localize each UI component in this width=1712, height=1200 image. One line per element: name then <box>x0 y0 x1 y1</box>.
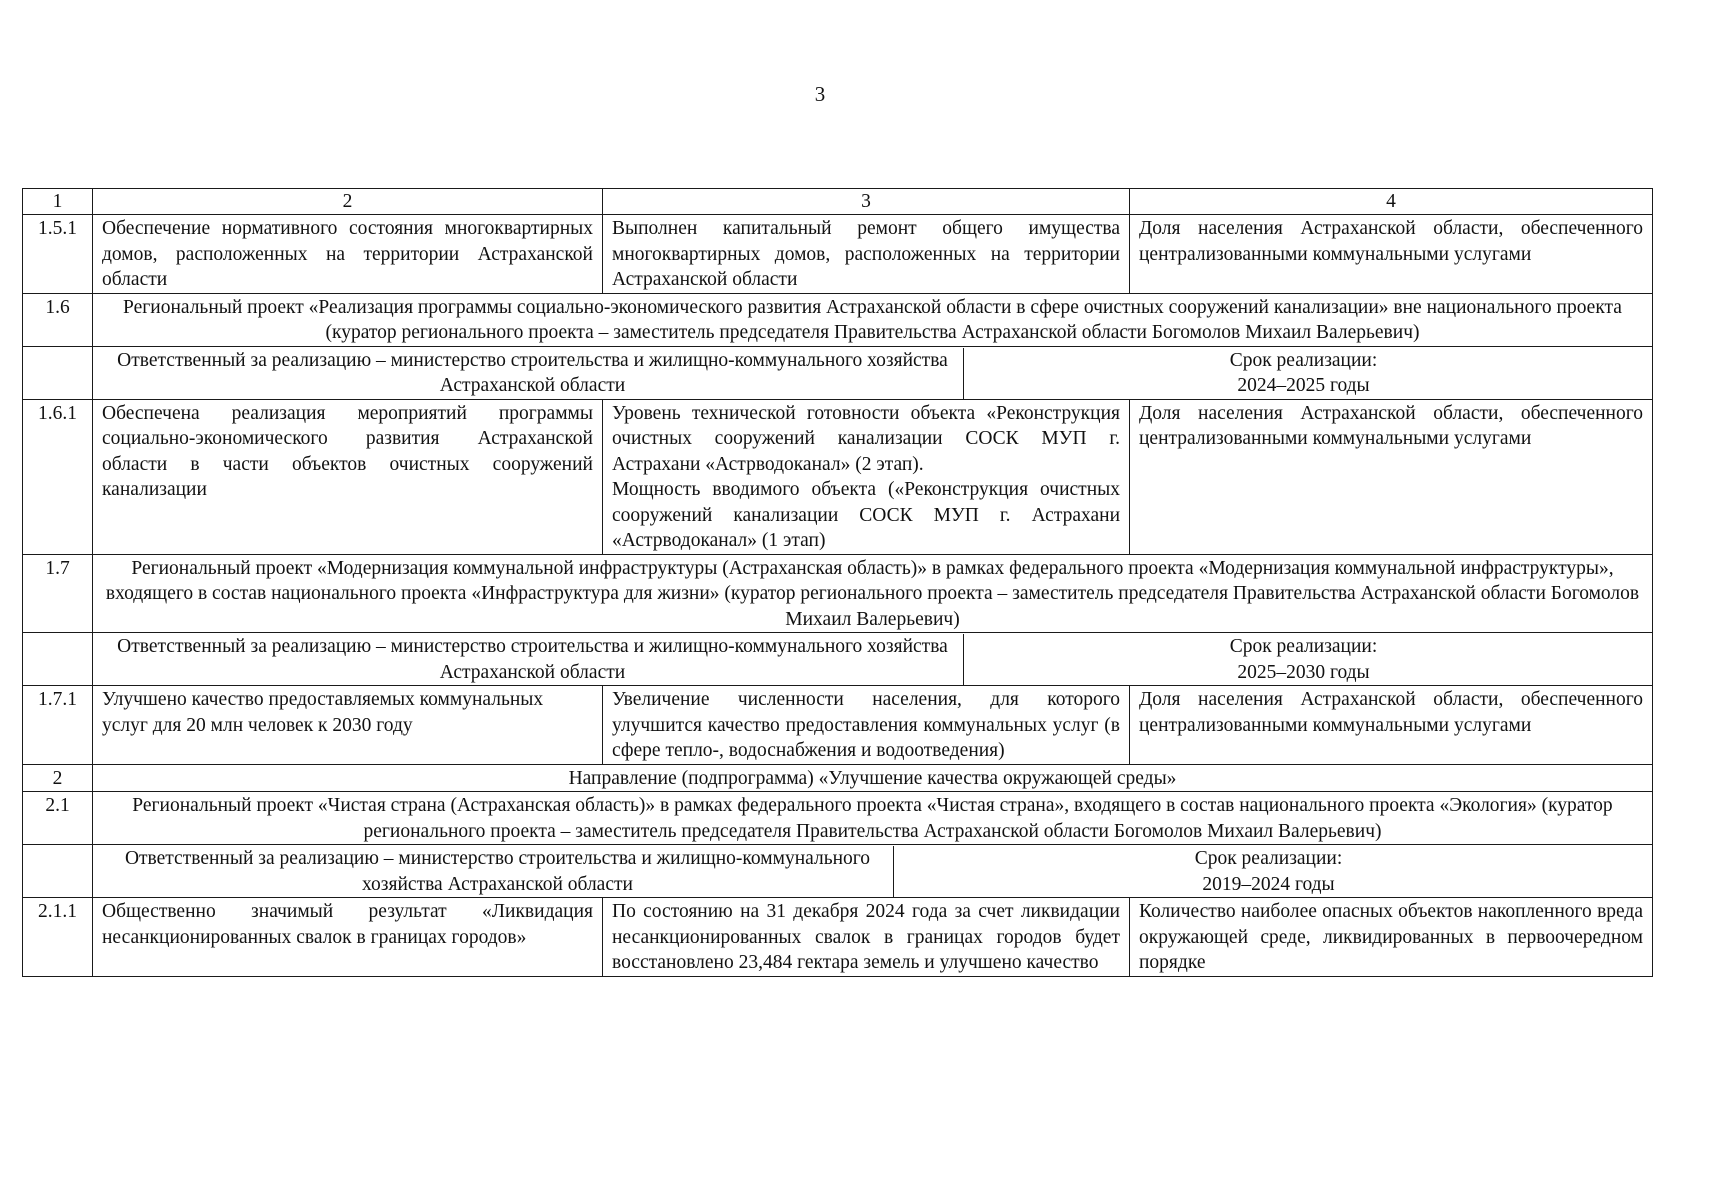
row-number: 1.5.1 <box>23 215 93 294</box>
direction-row <box>23 764 1653 792</box>
header-col-2: 2 <box>93 189 603 215</box>
responsible-term-cell <box>93 346 1653 399</box>
responsible-text: Ответственный за реализацию – министерство строительства и жилищно-коммунального хозяйства Астраханской области <box>124 848 871 895</box>
project-title: Региональный проект «Модернизация коммунальной инфраструктуры (Астраханская область)» в рамках федерального проекта «Модернизация коммунальной инфраструктуры», входящего в состав национального проекта «Инфраструктура для жизни» (куратор регионального проекта – заместитель председателя Правительства Астраханской области Богомолов Михаил Валерьевич) <box>93 554 1653 633</box>
project-row <box>23 554 1653 633</box>
responsible-row <box>23 633 1653 686</box>
responsible-text: Ответственный за реализацию – министерство строительства и жилищно-коммунального хозяйства Астраханской области <box>117 349 948 396</box>
row-number: 1.6.1 <box>23 399 93 554</box>
term-label: Срок реализации: <box>1229 349 1378 371</box>
table-row <box>23 898 1653 977</box>
term-value: 2019–2024 годы <box>1202 873 1335 895</box>
page-number: 3 <box>814 82 826 106</box>
indicator-cell: Количество наиболее опасных объектов накопленного вреда окружающей среде, ликвидированных в первоочередном порядке <box>1130 898 1653 977</box>
table-row <box>23 686 1653 765</box>
responsible-row <box>23 845 1653 898</box>
task-cell: Обеспечена реализация мероприятий программы социально-экономического развития Астраханской области в части объектов очистных сооружений канализации <box>93 399 603 554</box>
responsible-text: Ответственный за реализацию – министерство строительства и жилищно-коммунального хозяйства Астраханской области <box>117 636 948 683</box>
result-cell: Увеличение численности населения, для которого улучшится качество предоставления коммунальных услуг (в сфере тепло-, водоснабжения и водоотведения) <box>603 686 1130 765</box>
indicator-cell: Доля населения Астраханской области, обеспеченного централизованными коммунальными услугами <box>1130 686 1653 765</box>
responsible-term-cell <box>93 633 1653 686</box>
header-col-1: 1 <box>23 189 93 215</box>
responsible-term-cell <box>93 845 1653 898</box>
project-title: Региональный проект «Чистая страна (Астраханская область)» в рамках федерального проекта «Чистая страна», входящего в состав национального проекта «Экология» (куратор регионального проекта – заместитель председателя Правительства Астраханской области Богомолов Михаил Валерьевич) <box>93 792 1653 845</box>
row-number: 2 <box>23 764 93 792</box>
term-value: 2024–2025 годы <box>1237 375 1370 396</box>
task-cell: Общественно значимый результат «Ликвидация несанкционированных свалок в границах городов» <box>93 898 603 977</box>
row-number: 2.1 <box>23 792 93 845</box>
empty-cell <box>23 346 93 399</box>
project-row <box>23 293 1653 346</box>
empty-cell <box>23 633 93 686</box>
table-row <box>23 215 1653 294</box>
task-cell: Обеспечение нормативного состояния многоквартирных домов, расположенных на территории Астраханской области <box>93 215 603 294</box>
indicator-cell: Доля населения Астраханской области, обеспеченного централизованными коммунальными услугами <box>1130 215 1653 294</box>
result-cell <box>603 399 1130 554</box>
header-col-3: 3 <box>603 189 1130 215</box>
term-block <box>893 846 1643 897</box>
project-title: Региональный проект «Реализация программы социально-экономического развития Астраханской области в сфере очистных сооружений канализации» вне национального проекта (куратор регионального проекта – заместитель председателя Правительства Астраханской области Богомолов Михаил Валерьевич) <box>93 293 1653 346</box>
task-cell: Улучшено качество предоставляемых коммунальных услуг для 20 млн человек к 2030 году <box>93 686 603 765</box>
indicator-cell: Доля населения Астраханской области, обеспеченного централизованными коммунальными услугами <box>1130 399 1653 554</box>
result-text-2: Мощность вводимого объекта («Реконструкция очистных сооружений канализации СОСК МУП г. Астрахани «Астрводоканал» (1 этап) <box>612 479 1120 551</box>
project-row <box>23 792 1653 845</box>
row-number: 1.7 <box>23 554 93 633</box>
result-text-1: Уровень технической готовности объекта «Реконструкция очистных сооружений канализации СОСК МУП г. Астрахани «Астрводоканал» (2 этап). <box>612 402 1120 475</box>
term-block <box>963 348 1643 399</box>
result-cell: По состоянию на 31 декабря 2024 года за счет ликвидации несанкционированных свалок в границах городов будет восстановлено 23,484 гектара земель и улучшено качество <box>603 898 1130 977</box>
row-number: 1.6 <box>23 293 93 346</box>
term-label: Срок реализации: <box>1194 848 1343 869</box>
row-number: 2.1.1 <box>23 898 93 977</box>
program-table <box>22 188 1653 977</box>
header-row <box>23 189 1653 215</box>
table-row <box>23 399 1653 554</box>
term-block <box>963 634 1643 685</box>
result-cell: Выполнен капитальный ремонт общего имущества многоквартирных домов, расположенных на территории Астраханской области <box>603 215 1130 294</box>
term-value: 2025–2030 годы <box>1237 661 1370 683</box>
term-label: Срок реализации: <box>1229 636 1378 657</box>
header-col-4: 4 <box>1130 189 1653 215</box>
row-number: 1.7.1 <box>23 686 93 765</box>
direction-title: Направление (подпрограмма) «Улучшение качества окружающей среды» <box>93 764 1653 792</box>
responsible-row <box>23 346 1653 399</box>
empty-cell <box>23 845 93 898</box>
